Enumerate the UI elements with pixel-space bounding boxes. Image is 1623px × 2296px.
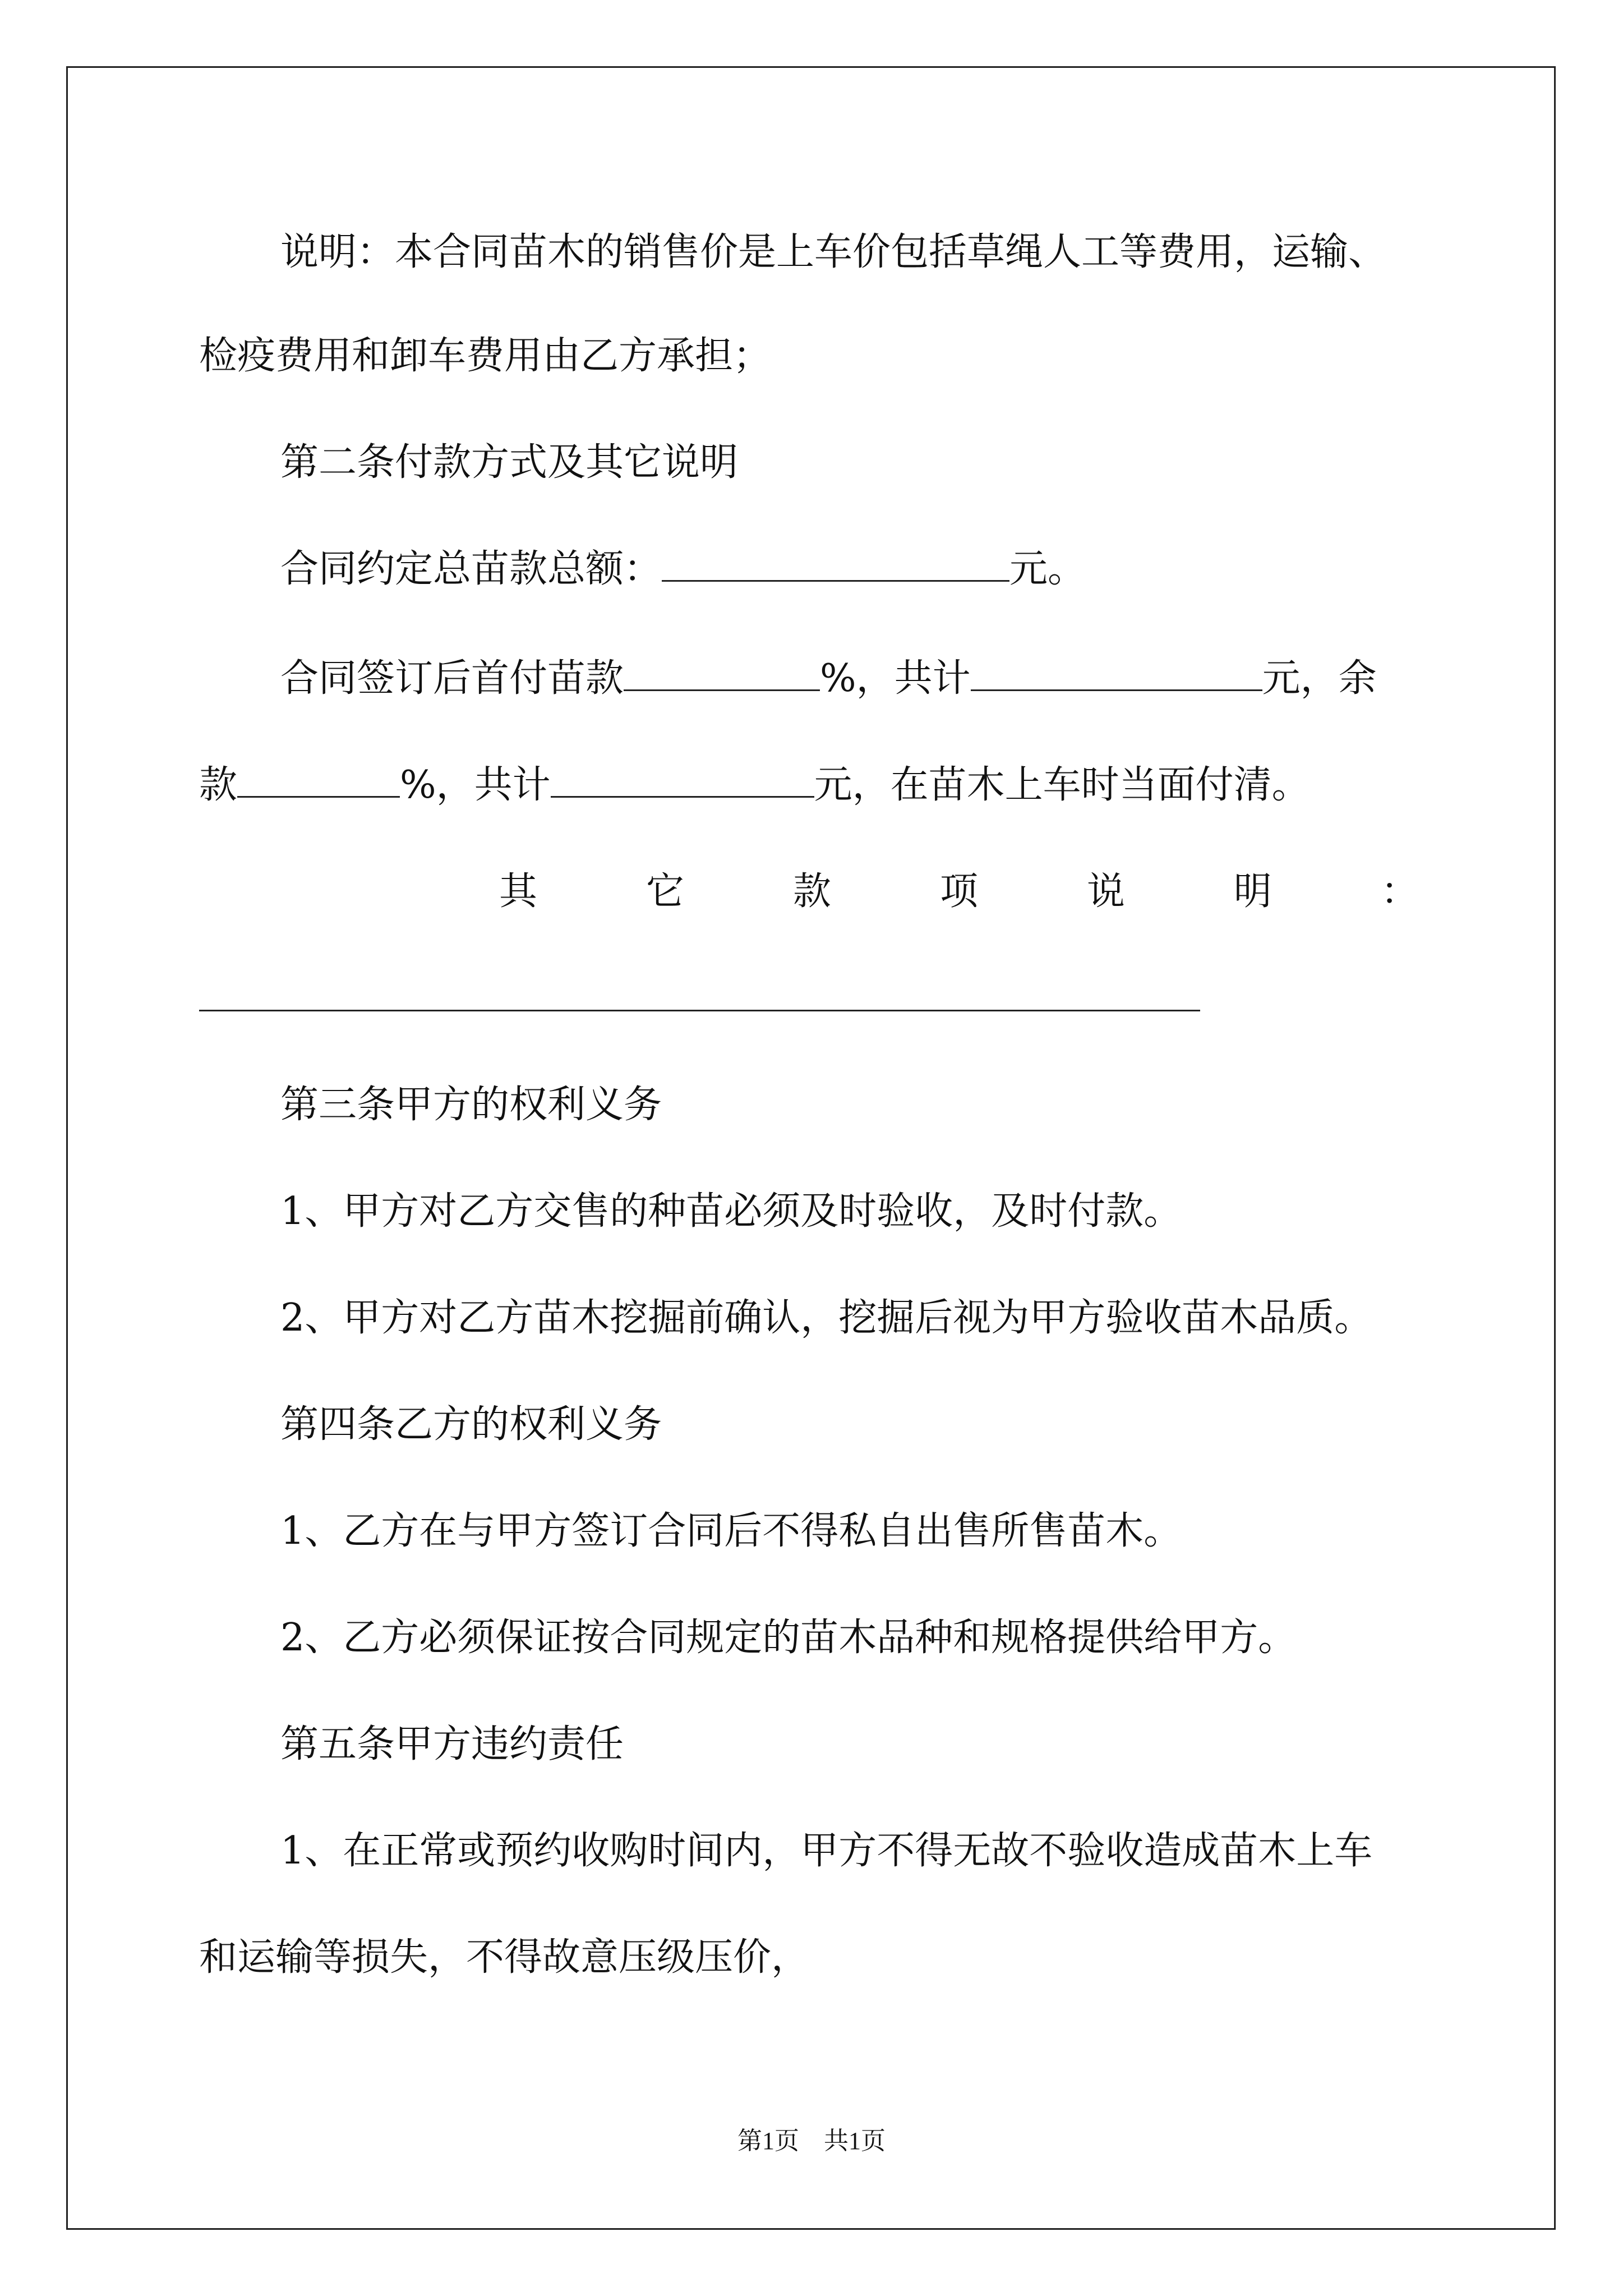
spread-char: 它	[645, 869, 684, 914]
payment-label: 款	[199, 763, 238, 807]
balance-percent-blank[interactable]	[237, 761, 400, 798]
total-label: 合同约定总苗款总额：	[280, 547, 662, 591]
payment-line-2	[199, 760, 1310, 811]
balance-amount-blank[interactable]	[551, 761, 814, 798]
other-payment-blank[interactable]	[199, 1010, 1200, 1011]
spread-char: 说	[1086, 869, 1125, 914]
paragraph-line: 说明：本合同苗木的销售价是上车价包括草绳人工等费用，运输、	[280, 230, 1387, 274]
total-amount-line	[280, 544, 1086, 595]
article-title: 第四条乙方的权利义务	[280, 1402, 662, 1447]
payment-line-1	[280, 654, 1377, 704]
clause-item: 1、乙方在与甲方签订合同后不得私自出售所售苗木。	[280, 1509, 1182, 1553]
clause-item: 2、乙方必须保证按合同规定的苗木品种和规格提供给甲方。	[280, 1616, 1297, 1660]
page-border	[66, 66, 1556, 2230]
clause-item: 1、甲方对乙方交售的种苗必须及时验收，及时付款。	[280, 1189, 1182, 1234]
spread-char: 明	[1233, 869, 1272, 914]
article-title: 第三条甲方的权利义务	[280, 1083, 662, 1127]
clause-item: 1、在正常或预约收购时间内，甲方不得无故不验收造成苗木上车	[280, 1829, 1373, 1873]
clause-item: 和运输等损失，不得故意压级压价，	[199, 1935, 810, 1980]
payment-label: %，共计	[820, 656, 971, 701]
payment-label: 合同签订后首付苗款	[280, 656, 624, 701]
spread-char: 项	[939, 869, 978, 914]
clause-item: 2、甲方对乙方苗木挖掘前确认，挖掘后视为甲方验收苗木品质。	[280, 1296, 1373, 1340]
spread-char: 款	[792, 869, 831, 914]
page-footer: 第1页 共1页	[737, 2127, 886, 2155]
payment-label: 元，在苗木上车时当面付清。	[814, 763, 1310, 807]
article-title: 第二条付款方式及其它说明	[280, 440, 739, 485]
payment-label: %，共计	[400, 763, 551, 807]
total-amount-blank[interactable]	[662, 545, 1009, 582]
article-title: 第五条甲方违约责任	[280, 1722, 624, 1766]
payment-label: 元，余	[1262, 656, 1377, 701]
other-payment-heading	[499, 867, 1419, 917]
spread-char: ：	[1380, 869, 1419, 914]
total-unit: 元。	[1009, 547, 1086, 591]
first-payment-percent-blank[interactable]	[624, 655, 820, 691]
paragraph-line: 检疫费用和卸车费用由乙方承担；	[199, 334, 772, 378]
first-payment-amount-blank[interactable]	[971, 655, 1262, 691]
spread-char: 其	[499, 869, 538, 914]
